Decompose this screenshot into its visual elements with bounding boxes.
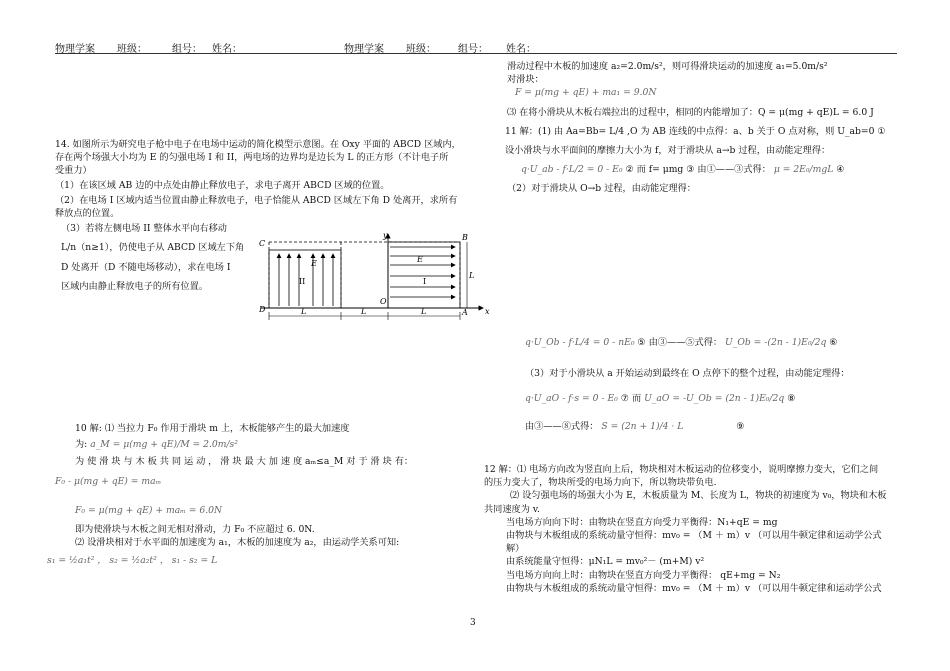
r-line-14: 的压力变大了，物块所受的电场力向下，所以物块带负电. <box>484 477 717 489</box>
r-line-8: （2）对于滑块从 O→b 过程，由动能定理得： <box>507 183 696 195</box>
q14-part-3d: 区域内由静止释放电子的所有位置。 <box>61 280 208 292</box>
r-line-12d: ⑨ <box>736 420 745 432</box>
r-line-7b: ② 而 f= μmg ③ 由①——③式得： <box>625 164 771 176</box>
label-A: A <box>462 308 468 317</box>
r-line-11b: ⑦ 而 <box>620 393 642 405</box>
q14-part-3a: （3）若将左侧电场 II 整体水平向右移动 <box>61 223 227 235</box>
r-formula-mu: μ = 2E₀/mgL <box>773 164 834 176</box>
q14-part-3c: D 处离开（D 不随电场移动），求在电场 I <box>61 261 231 273</box>
r-formula-9: q·U_Ob - f·L/4 = 0 - nE₀ <box>525 337 635 348</box>
label-y: y <box>383 232 388 240</box>
q10-line-2a: 为: <box>75 439 91 451</box>
q10-line-7: ⑵ 设滑块相对于水平面的加速度为 a₁，木板的加速度为 a₂，由运动学关系可知: <box>75 537 400 549</box>
label-E-field1: E <box>417 255 423 264</box>
label-L-1: L <box>301 307 307 316</box>
label-L-right: L <box>469 271 475 280</box>
r-line-15: ⑵ 设匀强电场的场强大小为 E，木板质量为 M、长度为 L，物块的初速度为 v₀，物块和木板 <box>510 490 887 502</box>
label-C: C <box>259 239 266 248</box>
q10-line-6: 即为使滑块与木板之间无相对滑动，力 F₀ 不应超过 6. 0N. <box>75 524 315 536</box>
r-line-22: 由物块与木板组成的系统动量守恒得：mv₀ = （M ＋ m）v （可以用牛顿定律和运动学公式 <box>506 582 882 594</box>
r-line-11d: ⑧ <box>787 393 796 405</box>
r-line-5: 11 解：(1) 由 Aa=Bb= L/4 ,O 为 AB 连线的中点得：a、b 关于 O 点对称，则 U_ab=0 ① <box>505 125 886 137</box>
label-E-field2: E <box>311 259 317 268</box>
r-formula-UaO: U_aO = -U_Ob = (2n - 1)E₀/2q <box>644 393 785 405</box>
right-column <box>507 60 899 196</box>
label-x: x <box>485 307 490 316</box>
q10-formula-F0: F₀ - μ(mg + qE) = maₘ <box>55 475 162 487</box>
right-column-mid <box>525 336 899 433</box>
header-class: 班级： <box>117 44 147 55</box>
r-formula-11: q·U_aO - f·s = 0 - E₀ <box>525 393 618 405</box>
r-line-9b: ⑤ 由③——⑤式得： <box>637 337 723 348</box>
header-group-2: 组号： <box>458 44 488 55</box>
page-number: 3 <box>470 618 476 628</box>
q14-intro-3: 受重力） <box>55 165 92 177</box>
r-line-10: （3）对于小滑块从 a 开始运动到最终在 O 点停下的整个过程，由动能定理得： <box>525 368 850 380</box>
r-formula-7: q·U_ab - f·L/2 = 0 - E₀ <box>521 164 623 176</box>
header-name: 姓名： <box>212 44 242 55</box>
q10-formula-aM: a_M = μ(mg + qE)/M = 2.0m/s² <box>90 439 238 451</box>
r-formula-F: F = μ(mg + qE) + ma₁ = 9.0N <box>515 87 657 99</box>
q14-part-2a: （2）在电场 I 区域内适当位置由静止释放电子，电子恰能从 ABCD 区域左下角 D 处离开，求所有 <box>55 194 458 206</box>
header-group: 组号： <box>172 44 202 55</box>
r-line-13: 12 解：⑴ 电场方向改为竖直向上后，物块相对木板运动的位移变小，说明摩擦力变大，它们之间 <box>484 464 879 475</box>
label-L-3: L <box>421 307 427 316</box>
electric-field-diagram <box>255 232 495 324</box>
label-B: B <box>462 233 468 242</box>
r-line-16: 共同速度为 v. <box>484 503 540 515</box>
solution-12 <box>484 463 900 595</box>
label-field-I: I <box>423 277 427 286</box>
r-line-19: 解） <box>506 543 525 555</box>
r-line-1: 滑动过程中木板的加速度 a₂=2.0m/s²，则可得滑块运动的加速度 a₁=5.0m/s² <box>507 61 828 72</box>
header-subject: 物理学案 <box>55 44 95 55</box>
header-class-2: 班级： <box>406 44 436 55</box>
label-field-II: II <box>299 277 306 286</box>
r-line-9d: ⑥ <box>829 337 838 348</box>
q10-line-1: 10 解: ⑴ 当拉力 F₀ 作用于滑块 m 上，木板能够产生的最大加速度 <box>75 423 350 434</box>
r-line-21: 当电场方向向上时：由物块在竖直方向受力平衡得： qE+mg = N₂ <box>506 569 781 581</box>
header-name-2: 姓名： <box>506 44 536 55</box>
r-line-18: 由物块与木板组成的系统动量守恒得：mv₀ = （M ＋ m）v （可以用牛顿定律和运动学公式 <box>506 530 882 542</box>
r-line-7d: ④ <box>836 164 845 176</box>
q14-intro-2: 存在两个场强大小均为 E 的匀强电场 I 和 II，两电场的边界均是边长为 L 的正方形（不计电子所 <box>55 152 449 164</box>
solution-10 <box>47 422 470 568</box>
header-subject-2: 物理学案 <box>344 44 384 55</box>
q10-formula-F0-value: F₀ = μ(mg + qE) + maₘ = 6.0N <box>75 504 223 516</box>
r-line-4: ⑶ 在将小滑块从木板右端拉出的过程中，相同的内能增加了：Q = μ(mg + qE)L = 6.0 J <box>507 106 874 118</box>
r-line-2: 对滑块： <box>507 74 544 86</box>
r-line-17: 当电场方向向下时：由物块在竖直方向受力平衡得：N₁+qE = mg <box>506 516 778 528</box>
q14-intro-1: 14. 如图所示为研究电子枪中电子在电场中运动的简化模型示意图。在 Oxy 平面的 ABCD 区域内， <box>55 139 461 150</box>
q10-line-3: 为 使 滑 块 与 木 板 共 同 运 动 ， 滑 块 最 大 加 速 度 aₘ≤a_M 对 于 滑 块 有： <box>75 456 414 468</box>
r-line-6: 设小滑块与水平面间的摩擦力大小为 f，对于滑块从 a→b 过程，由动能定理得： <box>505 145 831 157</box>
r-line-20: 由系统能量守恒得：μN₁L = mv₀²－ (m+M) v² <box>506 556 705 568</box>
r-line-12a: 由③——⑧式得： <box>525 420 599 432</box>
q14-part-1: （1）在该区域 AB 边的中点处由静止释放电子，求电子离开 ABCD 区域的位置。 <box>55 179 390 191</box>
q14-part-3b: L/n（n≥1），仍使电子从 ABCD 区域左下角 <box>61 242 245 254</box>
q10-formula-kinematics: s₁ = ½a₁t² ， s₂ = ½a₂t² ， s₁ - s₂ = L <box>47 555 218 567</box>
label-D: D <box>259 305 266 314</box>
r-formula-S: S = (2n + 1)/4 · L <box>601 420 684 432</box>
q14-part-2b: 释放点的位置。 <box>55 208 120 220</box>
r-formula-UOb: U_Ob = -(2n - 1)E₀/2q <box>725 337 827 348</box>
label-L-2: L <box>361 307 367 316</box>
header-rule <box>55 53 897 54</box>
label-O: O <box>380 297 387 306</box>
